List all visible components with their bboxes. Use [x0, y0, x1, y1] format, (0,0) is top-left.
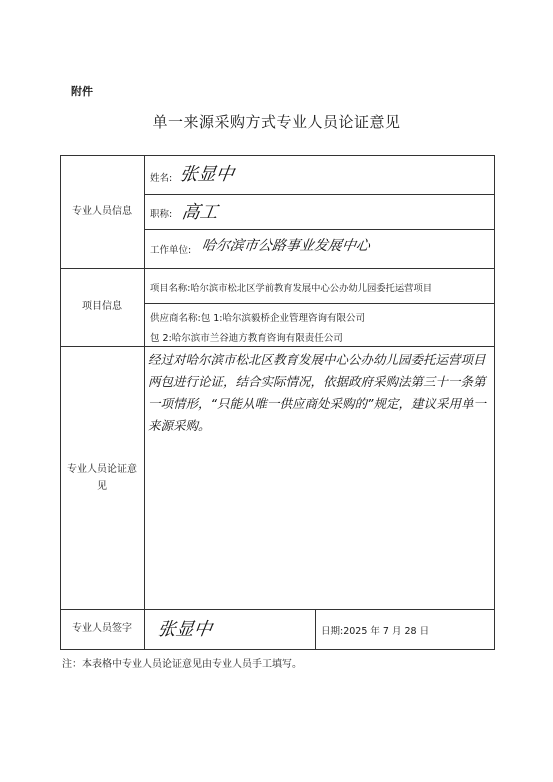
divider — [315, 609, 316, 650]
footnote: 注：本表格中专业人员论证意见由专业人员手工填写。 — [62, 659, 302, 670]
job-title-value: 高工 — [180, 202, 220, 223]
name-label: 姓名: — [150, 173, 173, 184]
job-title-label: 职称: — [150, 209, 173, 220]
divider — [144, 155, 145, 650]
divider — [144, 194, 495, 195]
divider — [60, 346, 495, 347]
employer-value: 哈尔滨市公路事业发展中心 — [200, 238, 371, 254]
supplier-1: 供应商名称:包 1:哈尔滨毅桥企业管理咨询有限公司 — [150, 313, 365, 324]
attachment-label: 附件 — [71, 85, 93, 98]
expert-info-label: 专业人员信息 — [72, 206, 132, 217]
signature-date: 日期:2025 年 7 月 28 日 — [321, 626, 430, 637]
signature-value: 张显中 — [156, 619, 214, 640]
employer-label: 工作单位: — [150, 245, 192, 256]
divider — [144, 229, 495, 230]
signature-label: 专业人员签字 — [72, 623, 132, 634]
project-info-label: 项目信息 — [82, 301, 122, 312]
divider — [60, 268, 495, 269]
supplier-2: 包 2:哈尔滨市兰谷迪方教育咨询有限责任公司 — [150, 333, 343, 344]
opinion-text: 经过对哈尔滨市松北区教育发展中心公办幼儿园委托运营项目两包进行论证，结合实际情况，依据政府采购法第三十一条第一项情形，“只能从唯一供应商处采购的”规定，建议采用单一来源采购。 — [148, 352, 486, 433]
divider — [144, 303, 495, 304]
name-value: 张显中 — [178, 164, 236, 185]
divider — [60, 609, 495, 610]
opinion-label: 专业人员论证意见 — [67, 464, 137, 492]
project-name: 项目名称:哈尔滨市松北区学前教育发展中心公办幼儿园委托运营项目 — [150, 283, 433, 294]
page-title: 单一来源采购方式专业人员论证意见 — [152, 113, 401, 131]
